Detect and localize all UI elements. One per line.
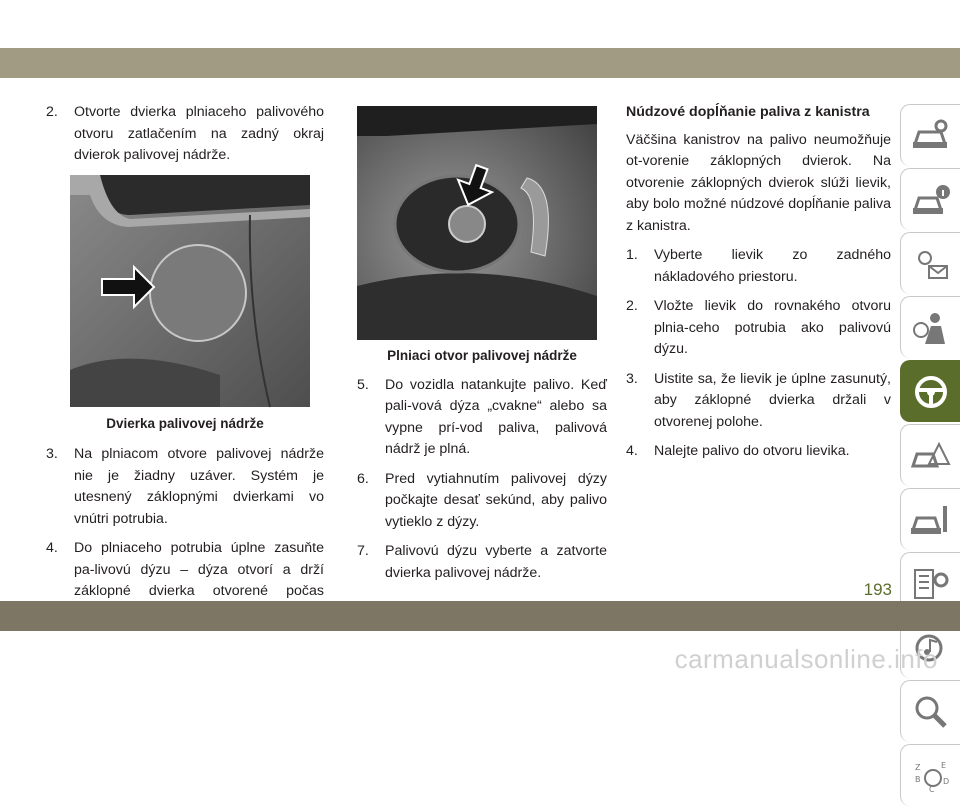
step-number: 6. [357, 470, 369, 487]
tab-customer-assistance[interactable] [900, 680, 960, 742]
bottom-footer-band [0, 601, 960, 631]
step-text: Do vozidla natankujte palivo. Keď pali-vová dýza „cvakne“ alebo sa vypne prí-vod paliva, palivová nádrž je plná. [385, 376, 607, 457]
list-item [626, 245, 891, 288]
steps-list-bottom [46, 444, 324, 624]
list-item [626, 296, 891, 361]
step-text: Vložte lievik do rovnakého otvoru plnia-ceho potrubia ako palivovú dýzu. [654, 298, 891, 357]
list-item [357, 375, 607, 461]
top-header-band [0, 48, 960, 78]
tab-getting-to-know-vehicle[interactable] [900, 104, 960, 166]
steps-list-top [46, 102, 324, 167]
list-item [46, 444, 324, 530]
page-number: 193 [863, 580, 892, 599]
step-number: 4. [46, 540, 58, 556]
warning-light-message-icon [911, 246, 951, 282]
step-text: Vyberte lievik zo zadného nákladového priestoru. [654, 247, 891, 285]
car-wrench-icon [911, 502, 951, 538]
watermark: carmanualsonline.info [674, 644, 938, 674]
step-number: 1. [626, 247, 638, 263]
tab-vehicle-info[interactable] [900, 168, 960, 230]
step-text: Palivovú dýzu vyberte a zatvorte dvierka palivovej nádrže. [385, 543, 607, 581]
step-text: Pred vytiahnutím palivovej dýzy počkajte desať sekúnd, aby palivo vytieklo z dýzy. [385, 470, 607, 530]
alphabet-index-icon [911, 758, 951, 794]
tab-warning-lights[interactable] [900, 232, 960, 294]
column-2 [357, 106, 607, 592]
column-3 [626, 102, 891, 471]
tab-in-case-of-emergency[interactable] [900, 424, 960, 486]
list-item [626, 441, 891, 463]
svg-text:C: C [928, 784, 935, 794]
list-item [626, 369, 891, 434]
tab-safety[interactable] [900, 296, 960, 358]
intro-paragraph: Väčšina kanistrov na palivo neumožňuje ot-vorenie záklopných dvierok. Na otvorenie záklopných dvierok slúži lievik, aby bolo možné núdzové dopĺňanie paliva z kanistra. [626, 131, 891, 234]
svg-text:D: D [942, 776, 949, 786]
fuel-filler-photo [357, 106, 597, 340]
steps-list [357, 375, 607, 585]
person-airbag-icon [911, 310, 951, 346]
step-number: 3. [626, 370, 638, 387]
step-text: Nalejte palivo do otvoru lievika. [654, 443, 850, 459]
tab-index[interactable] [900, 744, 960, 806]
svg-text:B: B [914, 774, 920, 784]
car-info-icon [911, 182, 951, 218]
fuel-door-photo [70, 175, 310, 407]
svg-text:E: E [940, 760, 946, 770]
list-item [46, 102, 324, 167]
step-text: Otvorte dvierka plniaceho palivového otvoru zatlačením na zadný okraj dvierok palivovej nádrže. [74, 104, 324, 163]
list-item [357, 541, 607, 584]
figure-caption: Plniaci otvor palivovej nádrže [387, 348, 577, 363]
magnifier-icon [911, 694, 951, 730]
steering-wheel-icon [911, 373, 951, 411]
step-text: Na plniacom otvore palivovej nádrže nie je žiadny uzáver. Systém je utesnený záklopnými dvierkami vo vnútri potrubia. [74, 446, 324, 527]
tab-starting-and-operating[interactable] [900, 360, 960, 422]
step-text: Uistite sa, že lievik je úplne zasunutý, aby záklopné dvierka držali v otvorenej polohe. [654, 370, 891, 430]
step-number: 2. [626, 298, 638, 314]
step-number: 5. [357, 376, 369, 393]
car-lock-icon [911, 118, 951, 154]
tab-servicing[interactable] [900, 488, 960, 550]
steps-list [626, 245, 891, 463]
section-title: Núdzové dopĺňanie paliva z kanistra [626, 104, 870, 120]
chapter-tabs-sidebar [900, 104, 960, 808]
step-number: 7. [357, 543, 369, 559]
step-number: 2. [46, 104, 58, 120]
column-1 [46, 102, 324, 632]
figure-caption: Dvierka palivovej nádrže [106, 415, 264, 431]
car-warning-triangle-icon [911, 438, 951, 474]
specifications-gear-icon [911, 566, 951, 602]
step-number: 4. [626, 443, 638, 459]
step-number: 3. [46, 446, 58, 462]
list-item [357, 469, 607, 534]
svg-text:Z: Z [914, 762, 920, 772]
step-text: Do plniaceho potrubia úplne zasuňte pa-livovú dýzu – dýza otvorí a drží záklopné dvierka otvorené počas [74, 540, 324, 599]
